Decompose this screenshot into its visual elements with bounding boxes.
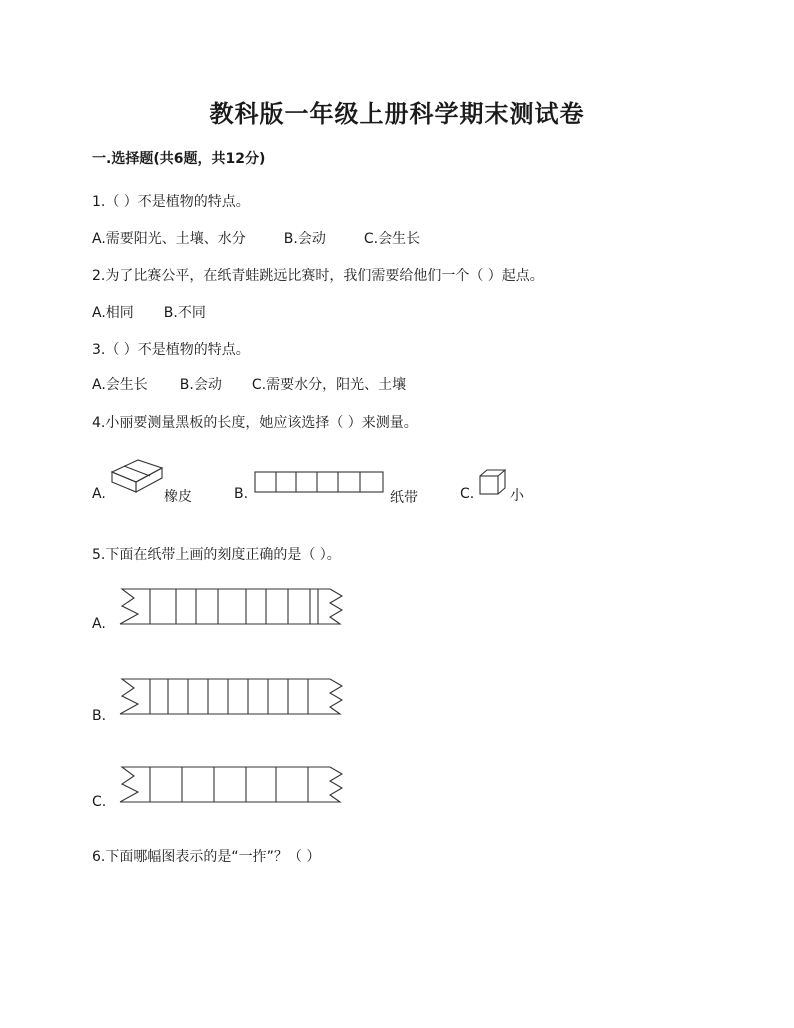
question-2-options [92, 302, 206, 322]
question-2-stem: 2.为了比赛公平，在纸青蛙跳远比赛时，我们需要给他们一个（ ）起点。 [92, 268, 544, 284]
page-title: 教科版一年级上册科学期末测试卷 [209, 99, 585, 128]
eraser-icon [108, 456, 166, 496]
question-1-options [92, 228, 420, 248]
q4-option-a-name: 橡皮 [164, 489, 192, 505]
q5-option-b-letter: B. [92, 708, 107, 724]
q4-option-b-letter: B. [234, 486, 249, 502]
paper-strip-uneven-ticks [112, 586, 352, 628]
q4-option-b-name: 纸带 [390, 490, 418, 506]
question-3-options [92, 374, 406, 394]
question-5-stem: 5.下面在纸带上画的刻度正确的是（ ）。 [92, 547, 341, 563]
section-heading: 一.选择题(共6题，共12分) [92, 151, 266, 167]
q2-option-b: B.不同 [163, 305, 206, 321]
q2-option-a: A.相同 [92, 305, 134, 321]
q4-option-c-name: 小 [510, 488, 524, 504]
q3-option-a: A.会生长 [92, 377, 148, 393]
question-1-stem: 1.（ ）不是植物的特点。 [92, 194, 250, 210]
q1-option-a: A.需要阳光、土壤、水分 [92, 231, 246, 247]
paper-strip-icon [254, 471, 386, 495]
q3-option-b: B.会动 [179, 377, 222, 393]
q5-option-a-letter: A. [92, 616, 106, 632]
question-3-stem: 3.（ ）不是植物的特点。 [92, 342, 250, 358]
paper-strip-wide-ticks [112, 764, 352, 806]
q1-option-b: B.会动 [283, 231, 326, 247]
q4-option-c-letter: C. [460, 486, 475, 502]
q4-option-a-letter: A. [92, 486, 106, 502]
question-4-stem: 4.小丽要测量黑板的长度，她应该选择（ ）来测量。 [92, 415, 418, 431]
q5-option-c-letter: C. [92, 794, 107, 810]
paper-strip-even-ticks [112, 676, 352, 718]
q3-option-c: C.需要水分，阳光、土壤 [251, 377, 407, 393]
q1-option-c: C.会生长 [363, 231, 421, 247]
question-6-stem: 6.下面哪幅图表示的是“一拃”？（ ） [92, 849, 321, 865]
small-cube-icon [478, 468, 508, 496]
